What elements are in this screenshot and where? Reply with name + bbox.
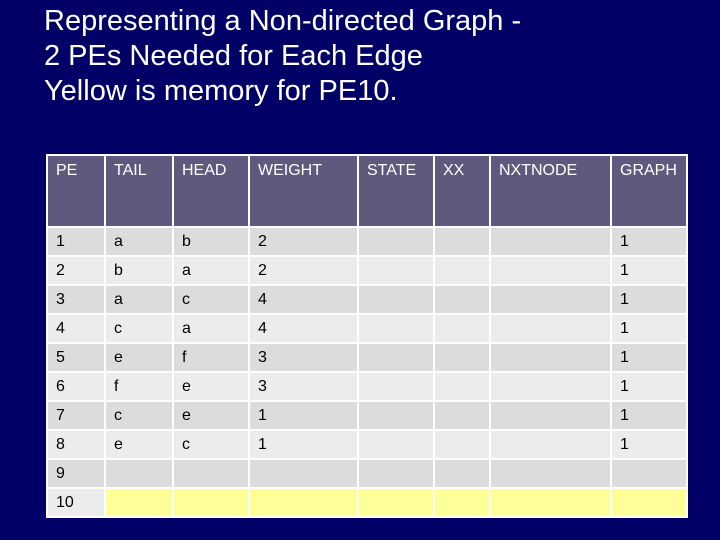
- cell-weight: 3: [250, 344, 357, 371]
- cell-pe: 9: [48, 460, 104, 487]
- cell-head: c: [174, 286, 248, 313]
- cell-nxtnode: [491, 489, 610, 516]
- cell-tail: e: [106, 431, 172, 458]
- cell-nxtnode: [491, 344, 610, 371]
- cell-weight: 1: [250, 402, 357, 429]
- cell-pe: 7: [48, 402, 104, 429]
- cell-state: [359, 257, 433, 284]
- pe-memory-table: [46, 154, 688, 518]
- cell-head: b: [174, 228, 248, 255]
- cell-state: [359, 489, 433, 516]
- cell-xx: [435, 344, 489, 371]
- cell-pe: 4: [48, 315, 104, 342]
- cell-xx: [435, 460, 489, 487]
- cell-head: e: [174, 402, 248, 429]
- title-line-1: Representing a Non-directed Graph -: [44, 5, 522, 37]
- table-row: [48, 373, 686, 400]
- cell-xx: [435, 431, 489, 458]
- cell-pe: 6: [48, 373, 104, 400]
- cell-weight: 3: [250, 373, 357, 400]
- cell-head: [174, 460, 248, 487]
- cell-graph: 1: [612, 286, 686, 313]
- cell-xx: [435, 489, 489, 516]
- cell-graph: [612, 460, 686, 487]
- cell-pe: 8: [48, 431, 104, 458]
- cell-state: [359, 460, 433, 487]
- cell-head: a: [174, 257, 248, 284]
- cell-pe: 5: [48, 344, 104, 371]
- cell-graph: [612, 489, 686, 516]
- table-row: [48, 431, 686, 458]
- cell-xx: [435, 373, 489, 400]
- cell-xx: [435, 315, 489, 342]
- cell-head: f: [174, 344, 248, 371]
- table-row: [48, 344, 686, 371]
- cell-nxtnode: [491, 228, 610, 255]
- cell-nxtnode: [491, 431, 610, 458]
- cell-weight: 2: [250, 228, 357, 255]
- table-row: [48, 402, 686, 429]
- cell-pe: 2: [48, 257, 104, 284]
- title-line-2: 2 PEs Needed for Each Edge: [44, 40, 423, 72]
- table-row: [48, 315, 686, 342]
- cell-graph: 1: [612, 315, 686, 342]
- table-row: [48, 489, 686, 516]
- cell-state: [359, 402, 433, 429]
- header-row: [48, 156, 686, 226]
- cell-tail: [106, 489, 172, 516]
- cell-state: [359, 228, 433, 255]
- column-header-graph: GRAPH: [612, 156, 686, 226]
- slide-title: [44, 4, 521, 109]
- cell-xx: [435, 402, 489, 429]
- cell-weight: 4: [250, 315, 357, 342]
- cell-xx: [435, 257, 489, 284]
- cell-head: c: [174, 431, 248, 458]
- cell-head: [174, 489, 248, 516]
- column-header-xx: XX: [435, 156, 489, 226]
- cell-head: e: [174, 373, 248, 400]
- table-row: [48, 257, 686, 284]
- cell-tail: a: [106, 286, 172, 313]
- cell-weight: 2: [250, 257, 357, 284]
- cell-tail: [106, 460, 172, 487]
- column-header-tail: TAIL: [106, 156, 172, 226]
- cell-tail: c: [106, 315, 172, 342]
- cell-weight: [250, 460, 357, 487]
- table-row: [48, 228, 686, 255]
- cell-weight: [250, 489, 357, 516]
- cell-nxtnode: [491, 257, 610, 284]
- cell-weight: 1: [250, 431, 357, 458]
- column-header-nxtnode: NXTNODE: [491, 156, 610, 226]
- cell-pe: 3: [48, 286, 104, 313]
- cell-graph: 1: [612, 228, 686, 255]
- cell-weight: 4: [250, 286, 357, 313]
- cell-graph: 1: [612, 344, 686, 371]
- table-row: [48, 286, 686, 313]
- cell-tail: b: [106, 257, 172, 284]
- column-header-weight: WEIGHT: [250, 156, 357, 226]
- cell-state: [359, 431, 433, 458]
- cell-tail: f: [106, 373, 172, 400]
- cell-state: [359, 373, 433, 400]
- column-header-pe: PE: [48, 156, 104, 226]
- cell-graph: 1: [612, 257, 686, 284]
- cell-nxtnode: [491, 315, 610, 342]
- cell-tail: c: [106, 402, 172, 429]
- cell-state: [359, 315, 433, 342]
- cell-graph: 1: [612, 373, 686, 400]
- cell-nxtnode: [491, 373, 610, 400]
- cell-nxtnode: [491, 286, 610, 313]
- cell-pe: 10: [48, 489, 104, 516]
- table-body: [48, 228, 686, 516]
- cell-state: [359, 344, 433, 371]
- cell-graph: 1: [612, 431, 686, 458]
- cell-state: [359, 286, 433, 313]
- cell-tail: e: [106, 344, 172, 371]
- cell-graph: 1: [612, 402, 686, 429]
- column-header-head: HEAD: [174, 156, 248, 226]
- cell-nxtnode: [491, 460, 610, 487]
- column-header-state: STATE: [359, 156, 433, 226]
- cell-xx: [435, 228, 489, 255]
- cell-nxtnode: [491, 402, 610, 429]
- cell-xx: [435, 286, 489, 313]
- cell-head: a: [174, 315, 248, 342]
- title-line-3: Yellow is memory for PE10.: [44, 75, 398, 107]
- cell-pe: 1: [48, 228, 104, 255]
- cell-tail: a: [106, 228, 172, 255]
- table-row: [48, 460, 686, 487]
